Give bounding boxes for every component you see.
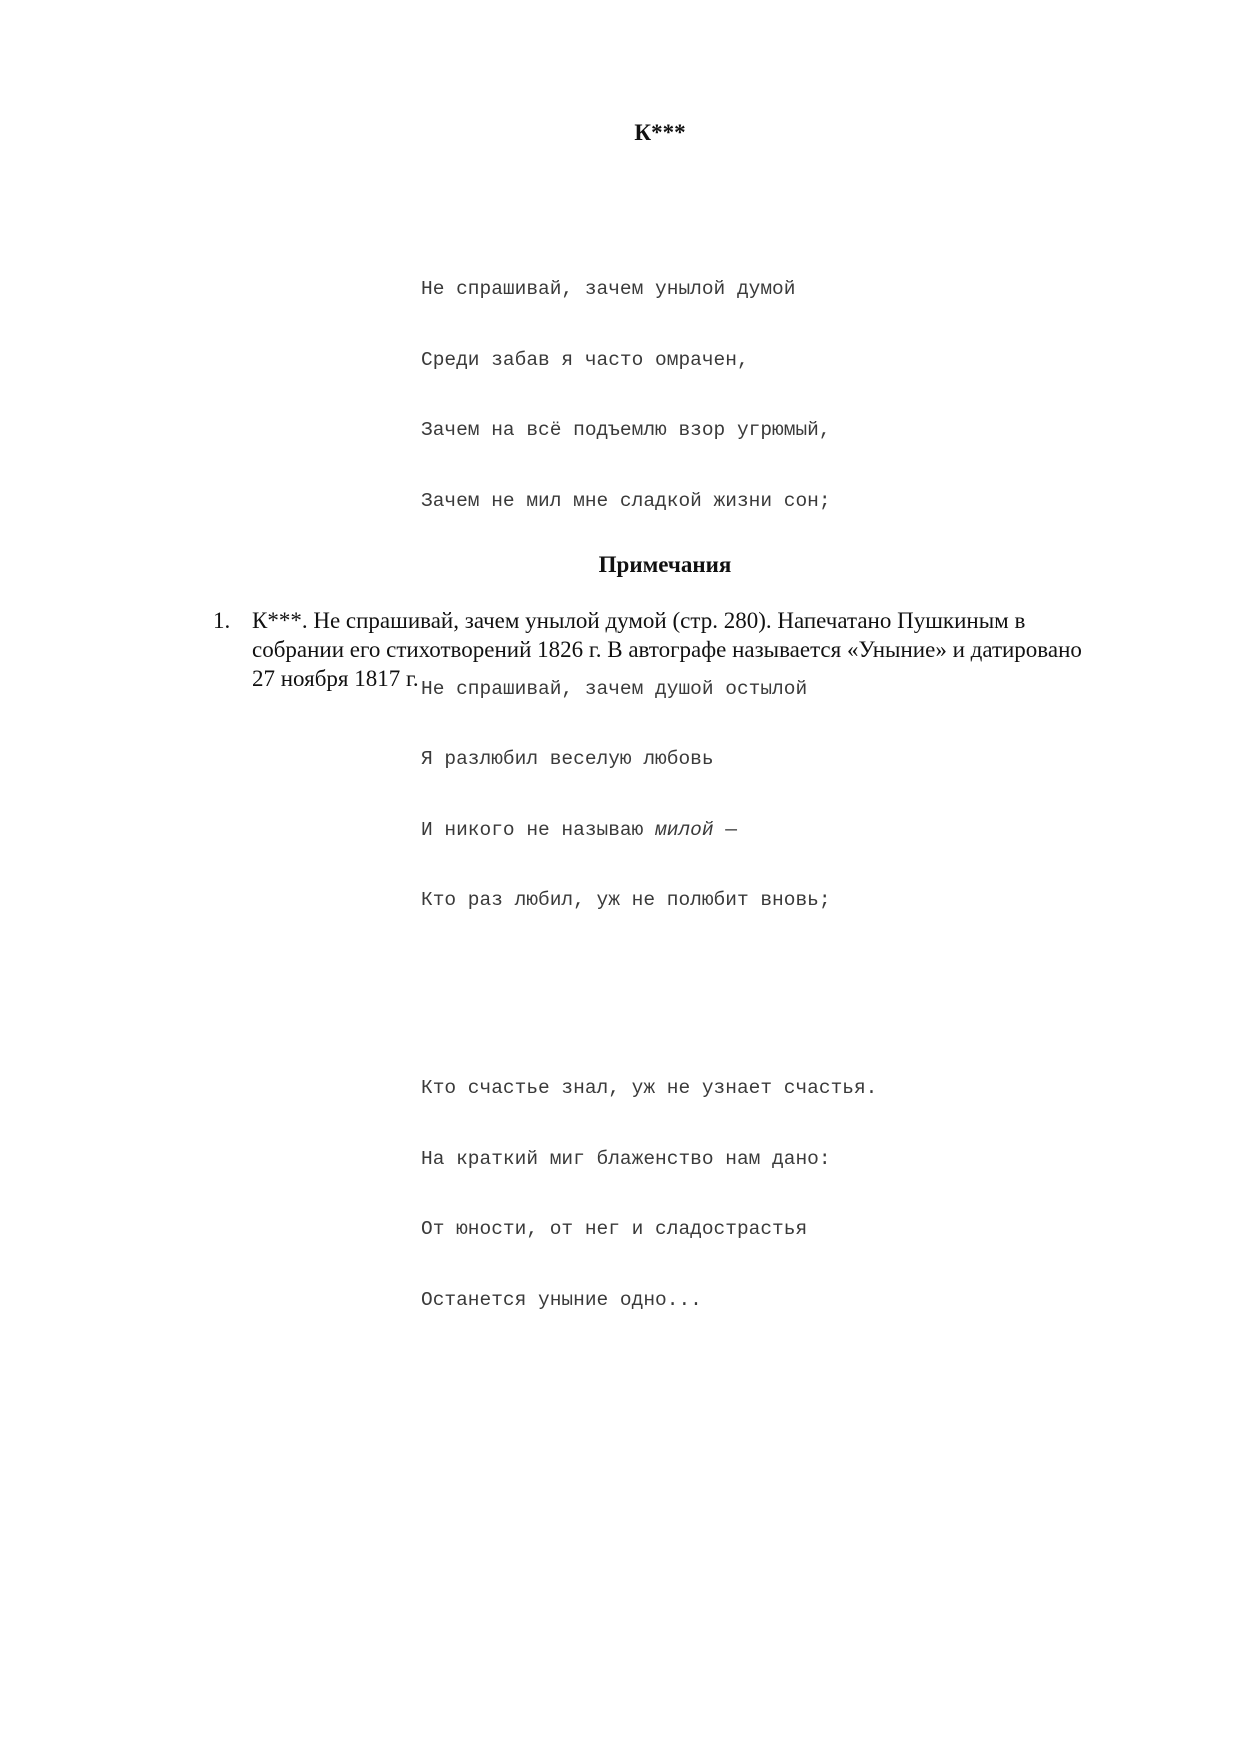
poem-line: Не спрашивай, зачем душой остылой: [421, 677, 808, 700]
poem-line-with-italic: [421, 819, 877, 843]
stanza-1: [421, 231, 877, 560]
poem-line: Останется уныние одно...: [421, 1288, 702, 1311]
poem-line: От юности, от нег и сладострастья: [421, 1218, 808, 1240]
notes-list: [0, 606, 1241, 693]
note-item: [0, 606, 1107, 693]
poem-line-end: —: [713, 818, 737, 841]
poem-line: Кто счастье знал, уж не узнает счастья.: [421, 1077, 878, 1099]
poem-title: К***: [634, 120, 686, 145]
poem-line: Я разлюбил веселую любовь: [421, 748, 714, 770]
poem-line: Не спрашивай, зачем унылой думой: [421, 278, 796, 300]
stanza-3: [421, 1030, 877, 1359]
note-number: 1.: [213, 608, 231, 633]
poem-line: Кто раз любил, уж не полюбит вновь;: [421, 889, 831, 911]
poem-body: [421, 184, 877, 1406]
poem-line: На краткий миг блаженство нам дано:: [421, 1147, 831, 1170]
poem-line-start: И никого не называю: [421, 818, 656, 841]
poem-line: Зачем на всё подъемлю взор угрюмый,: [421, 419, 831, 441]
poem-line: Среди забав я часто омрачен,: [421, 348, 749, 371]
italic-word: милой: [655, 818, 714, 841]
notes-heading: Примечания: [598, 552, 732, 577]
poem-line: Зачем не мил мне сладкой жизни сон;: [421, 489, 831, 512]
note-text: К***. Не спрашивай, зачем унылой думой (стр. 280). Напечатано Пушкиным в собрании его стихотворений 1826 г. В автографе называется «Уныние» и датировано 27 ноября 1817 г.: [252, 608, 1082, 691]
